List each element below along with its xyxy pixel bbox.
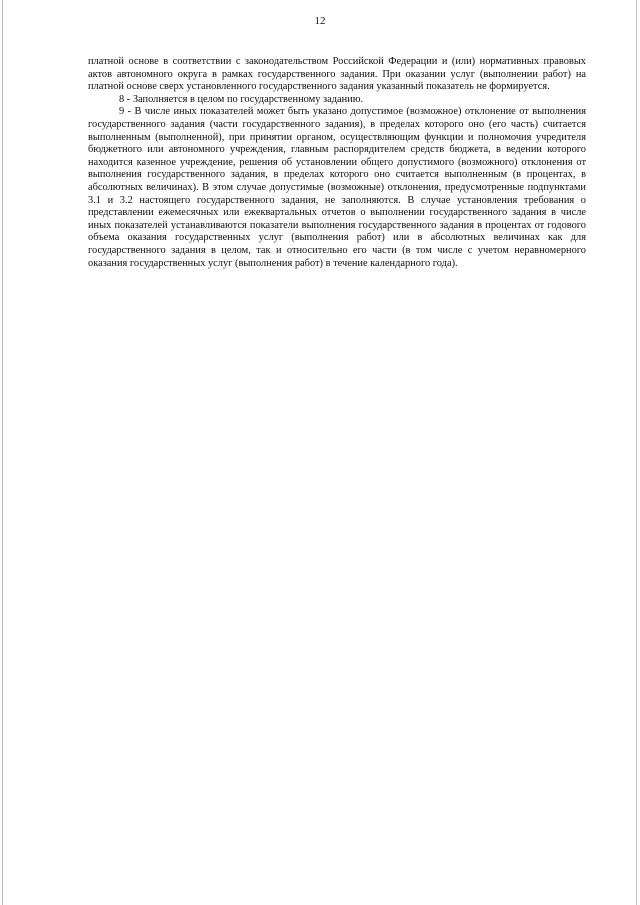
paragraph-continuation: платной основе в соответствии с законодательством Российской Федерации и (или) нормативных правовых актов автономного округа в рамках государственного задания. При оказании услуг (выполнении работ) на платной основе сверх установленного государственного задания указанный показатель не формируется. <box>88 56 586 93</box>
paragraph-footnote-9: 9 - В числе иных показателей может быть указано допустимое (возможное) отклонение от выполнения государственного задания (части государственного задания), в пределах которого оно (его часть) считается выполненным (выполненной), при принятии органом, осуществляющим функции и полномочия учредителя бюджетного или автономного учреждения, главным распорядителем средств бюджета, в ведении которого находится казенное учреждение, решения об установлении общего допустимого (возможного) отклонения от выполнения государственного задания, в пределах которого оно считается выполненным (в процентах, в абсолютных величинах). В этом случае допустимые (возможные) отклонения, предусмотренные подпунктами 3.1 и 3.2 настоящего государственного задания, не заполняются. В случае установления требования о представлении ежемесячных или ежеквартальных отчетов о выполнении государственного задания в числе иных показателей устанавливаются показатели выполнения государственного задания в процентах от годового объема оказания государственных услуг (выполнения работ) или в абсолютных величинах как для государственного задания в целом, так и относительно его части (в том числе с учетом неравномерного оказания государственных услуг (выполнения работ) в течение календарного года). <box>88 106 586 269</box>
paragraph-footnote-8: 8 - Заполняется в целом по государственному заданию. <box>119 93 364 105</box>
page-number: 12 <box>314 15 326 27</box>
scan-edge-right <box>636 0 637 905</box>
scan-edge-left <box>2 0 3 905</box>
document-body <box>88 56 586 270</box>
